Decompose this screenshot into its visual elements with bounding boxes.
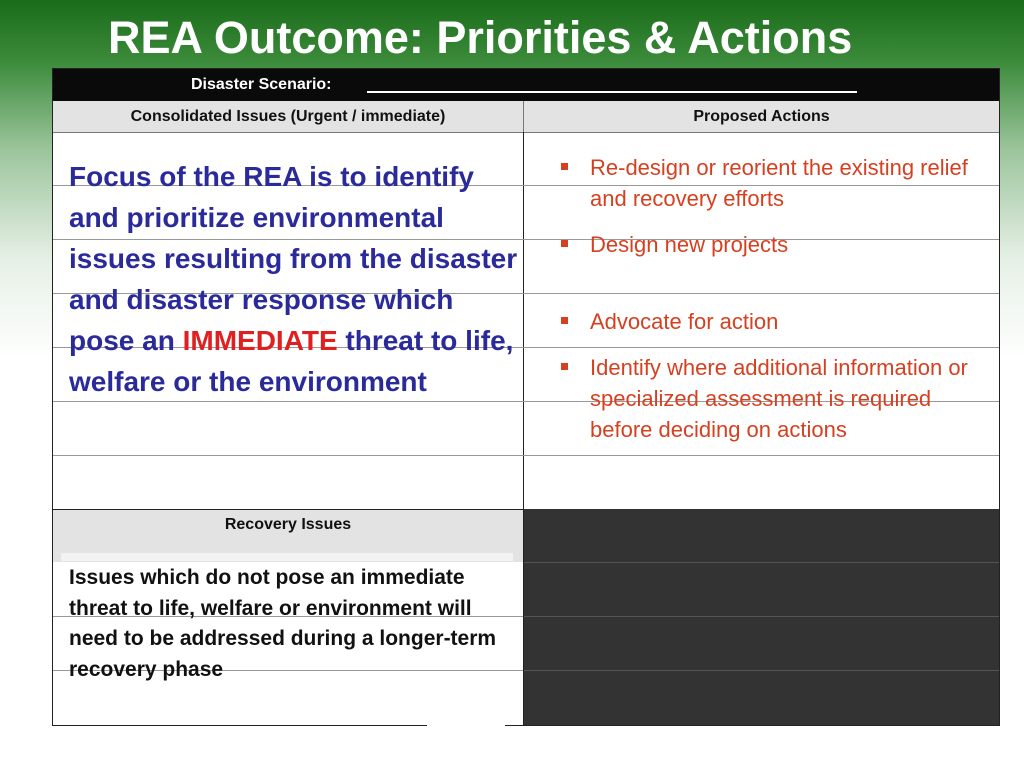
action-item [558, 306, 988, 337]
header-recovery-issues: Recovery Issues [53, 510, 523, 562]
focus-highlight: IMMEDIATE [182, 325, 338, 356]
action-text: Re-design or reorient the existing relief and recovery efforts [590, 155, 968, 211]
bullet-icon [561, 363, 568, 370]
header-proposed-actions: Proposed Actions [524, 101, 999, 133]
border-gap [427, 719, 505, 727]
focus-text-2: threat to life, welfare or the environment [69, 325, 514, 397]
header-consolidated-issues: Consolidated Issues (Urgent / immediate) [53, 101, 524, 133]
bullet-icon [561, 240, 568, 247]
priorities-table [52, 68, 1000, 726]
action-text: Design new projects [590, 232, 789, 257]
action-item [558, 229, 988, 260]
bullet-icon [561, 317, 568, 324]
recovery-statement: Issues which do not pose an immediate threat to life, welfare or environment will need to be addressed during a longer-term recovery phase [69, 566, 497, 681]
action-item [558, 152, 988, 214]
dark-row-line [524, 616, 999, 617]
action-item [558, 352, 988, 445]
recovery-header-bar [61, 553, 513, 561]
action-text: Identify where additional information or specialized assessment is required before deciding on actions [590, 355, 968, 442]
row-line [53, 455, 999, 456]
dark-row-line [524, 670, 999, 671]
action-text: Advocate for action [590, 309, 779, 334]
dark-cells [524, 509, 999, 725]
focus-statement [69, 156, 523, 402]
scenario-label: Disaster Scenario: [191, 76, 332, 93]
scenario-blank-line [367, 91, 857, 93]
scenario-row [53, 69, 999, 101]
proposed-actions-list [558, 152, 988, 445]
focus-text-1: Focus of the REA is to identify and prioritize environmental issues resulting from the disaster and disaster response which pose an [69, 161, 518, 356]
dark-row-line [524, 562, 999, 563]
bullet-icon [561, 163, 568, 170]
slide-title: REA Outcome: Priorities & Actions [108, 12, 853, 63]
